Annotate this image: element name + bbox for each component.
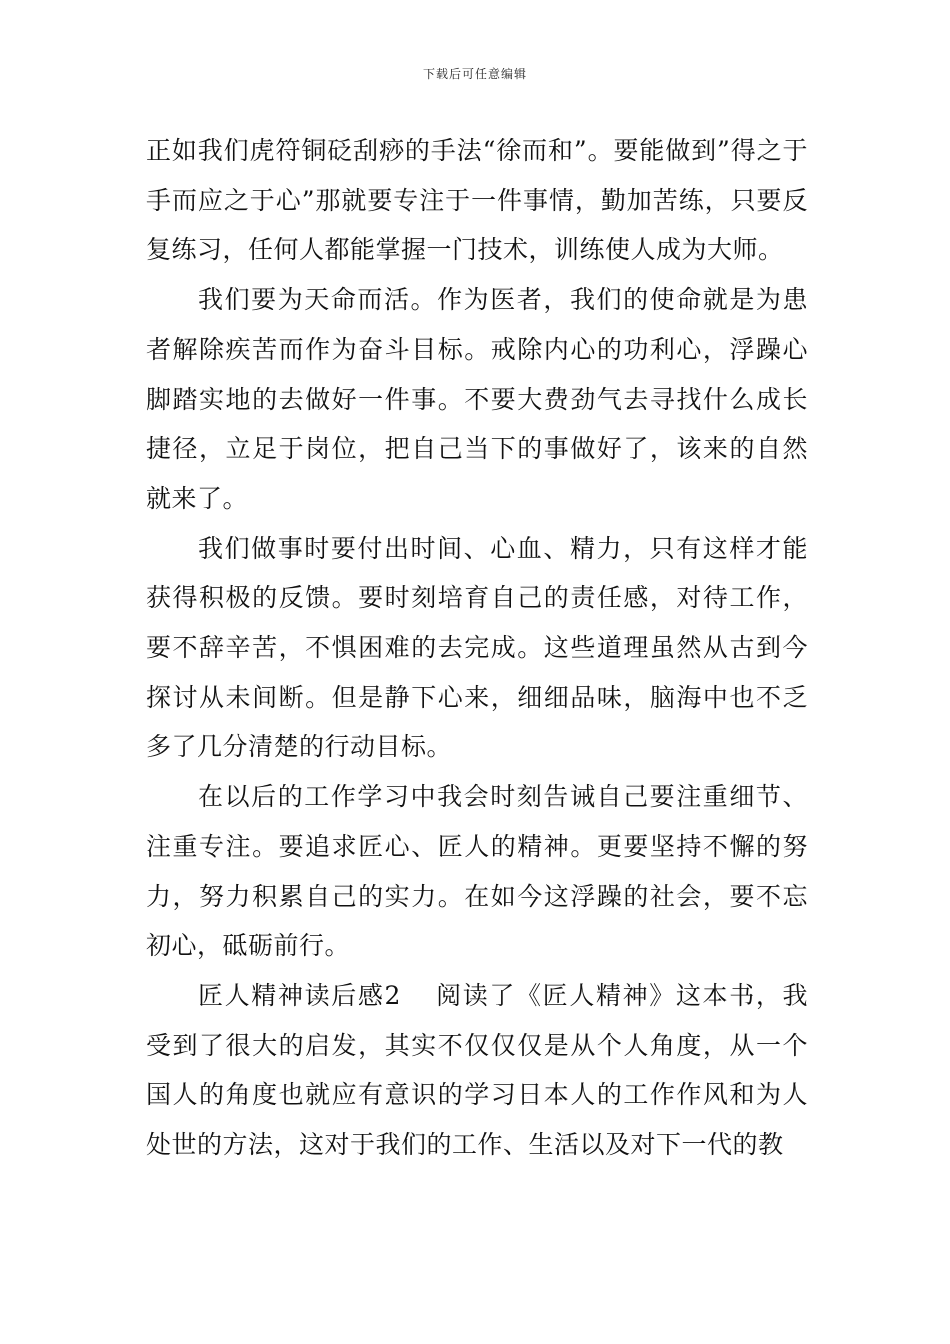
paragraph-4: 在以后的工作学习中我会时刻告诫自己要注重细节、注重专注。要追求匠心、匠人的精神。更要坚持不懈的努力，努力积累自己的实力。在如今这浮躁的社会，要不忘初心，砥砺前行。: [146, 782, 808, 961]
paragraph-2: 我们要为天命而活。作为医者，我们的使命就是为患者解除疾苦而作为奋斗目标。戒除内心的功利心，浮躁心脚踏实地的去做好一件事。不要大费劲气去寻找什么成长捷径，立足于岗位，把自己当下的事做好了，该来的自然就来了。: [146, 285, 808, 513]
document-body: [146, 126, 808, 1170]
section-text: 阅读了《匠人精神》这本书，我受到了很大的启发，其实不仅仅仅是从个人角度，从一个国人的角度也就应有意识的学习日本人的工作作风和为人处世的方法，这对于我们的工作、生活以及对下一代的教: [146, 980, 808, 1160]
paragraph-3: 我们做事时要付出时间、心血、精力，只有这样才能获得积极的反馈。要时刻培育自己的责任感，对待工作，要不辞辛苦，不惧困难的去完成。这些道理虽然从古到今探讨从未间断。但是静下心来，细细品味，脑海中也不乏多了几分清楚的行动目标。: [146, 533, 808, 762]
section-paragraph: [146, 971, 808, 1170]
paragraph-1: 正如我们虎符铜砭刮痧的手法“徐而和”。要能做到”得之于手而应之于心”那就要专注于一件事情，勤加苦练，只要反复练习，任何人都能掌握一门技术，训练使人成为大师。: [146, 136, 808, 265]
page-header: 下载后可任意编辑: [422, 67, 527, 81]
section-title: 匠人精神读后感2: [198, 980, 401, 1010]
